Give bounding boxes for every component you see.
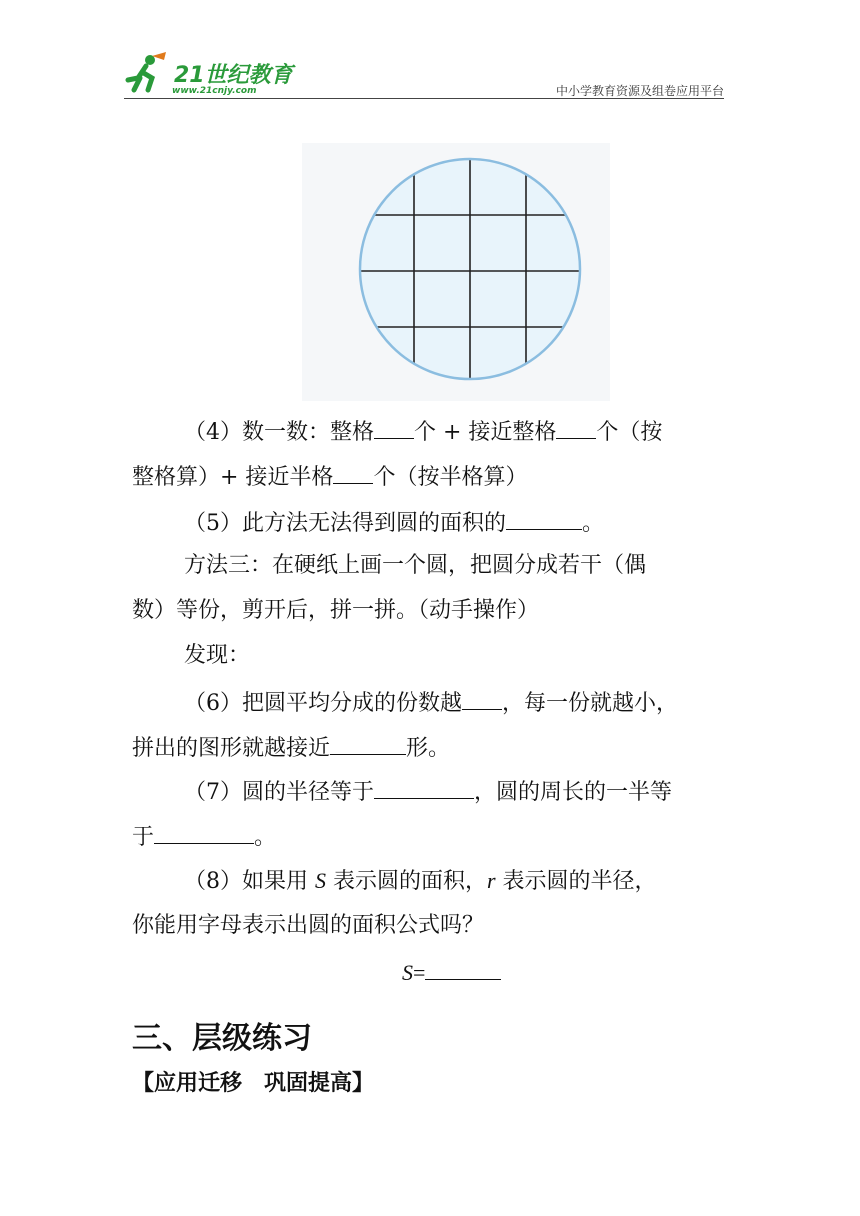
question-7-line-2 bbox=[132, 821, 732, 853]
q4-text-4: 整格算）+ 接近半格 bbox=[132, 465, 334, 490]
q8-text-2: 表示圆的面积， bbox=[326, 869, 487, 894]
section-title: 三、层级练习 bbox=[132, 1021, 312, 1056]
area-formula bbox=[402, 957, 501, 986]
runner-logo-icon bbox=[124, 52, 170, 96]
page-header bbox=[124, 52, 724, 102]
blank bbox=[556, 416, 596, 439]
formula-S: S bbox=[402, 960, 413, 985]
q8-text-1: （8）如果用 bbox=[184, 869, 315, 894]
sub-title: 【应用迁移 巩固提高】 bbox=[132, 1071, 375, 1096]
q5-text-1: （5）此方法无法得到圆的面积的 bbox=[184, 511, 506, 536]
blank bbox=[374, 416, 414, 439]
logo-url: www.21cnjy.com bbox=[172, 86, 257, 96]
formula-blank bbox=[425, 957, 501, 980]
q8-text-3: 表示圆的半径， bbox=[495, 869, 657, 894]
discover-label: 发现： bbox=[184, 643, 251, 668]
blank bbox=[506, 507, 582, 530]
question-8-line-1 bbox=[132, 866, 784, 897]
q6-text-1: （6）把圆平均分成的份数越 bbox=[184, 691, 462, 716]
q7-text-3: 于 bbox=[132, 825, 155, 850]
q5-text-2: 。 bbox=[582, 511, 605, 536]
grid-circle-figure bbox=[302, 143, 610, 401]
method-3-line-1: 方法三：在硬纸上画一个圆，把圆分成若干（偶 bbox=[184, 553, 647, 578]
circle-on-grid-diagram bbox=[302, 143, 610, 401]
q4-text-2: 个 + 接近整格 bbox=[414, 420, 557, 445]
question-6-line-2 bbox=[132, 732, 732, 764]
question-7-line-1 bbox=[132, 776, 784, 808]
q6-text-2: ，每一份就越小， bbox=[502, 691, 679, 716]
logo bbox=[124, 52, 304, 100]
header-rule bbox=[124, 98, 724, 99]
q7-text-1: （7）圆的半径等于 bbox=[184, 780, 374, 805]
q7-text-2: ，圆的周长的一半等 bbox=[474, 780, 673, 805]
question-5 bbox=[132, 507, 784, 539]
question-8-line-2: 你能用字母表示出圆的面积公式吗？ bbox=[132, 913, 485, 938]
method-3-line-2: 数）等份，剪开后，拼一拼。（动手操作） bbox=[132, 598, 540, 623]
logo-text: 21世纪教育 bbox=[174, 63, 293, 88]
question-4-line-2 bbox=[132, 461, 732, 493]
blank bbox=[154, 821, 254, 844]
q4-text-5: 个（按半格算） bbox=[373, 465, 528, 490]
question-6-line-1 bbox=[132, 687, 784, 719]
formula-equals: = bbox=[413, 960, 426, 985]
q4-text-1: （4）数一数：整格 bbox=[184, 420, 374, 445]
platform-name: 中小学教育资源及组卷应用平台 bbox=[555, 84, 724, 98]
q6-text-3: 拼出的图形就越接近 bbox=[132, 736, 331, 761]
blank bbox=[374, 776, 474, 799]
blank bbox=[333, 461, 373, 484]
question-4-line-1 bbox=[132, 416, 784, 448]
q6-text-4: 形。 bbox=[406, 736, 451, 761]
blank bbox=[330, 732, 406, 755]
q8-symbol-S: S bbox=[315, 868, 326, 893]
q4-text-3: 个（按 bbox=[596, 420, 663, 445]
q7-text-4: 。 bbox=[254, 825, 277, 850]
q8-symbol-r: r bbox=[487, 868, 496, 893]
blank bbox=[462, 687, 502, 710]
